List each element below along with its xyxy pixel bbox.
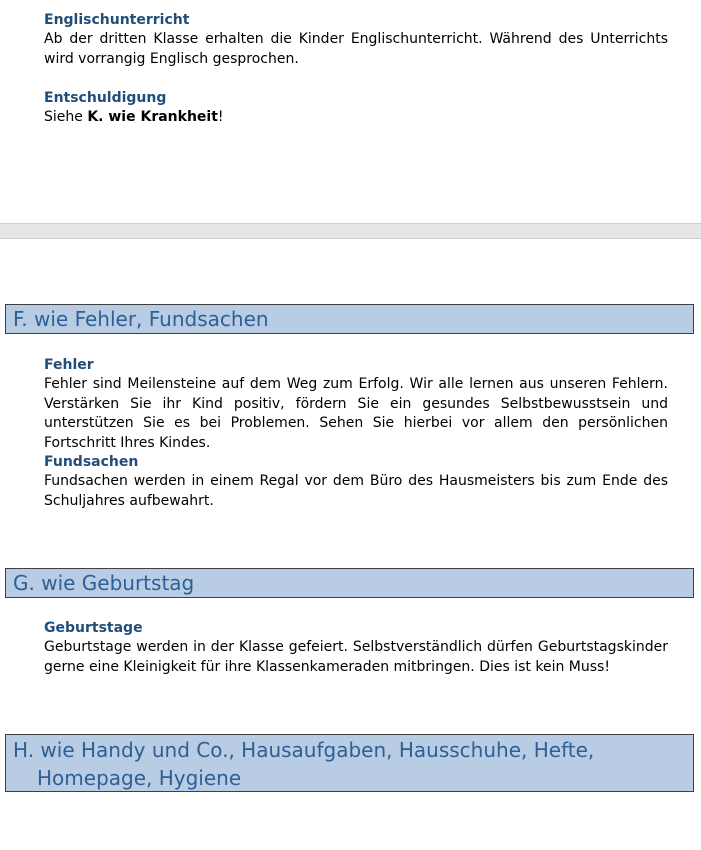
entry-text: [44, 108, 668, 128]
entry-title: Geburtstage: [44, 620, 143, 636]
entry-geburtstage: [44, 618, 668, 677]
entry-text-suffix: !: [217, 109, 224, 125]
entry-text-prefix: Siehe: [44, 109, 88, 125]
section-heading-text: H. wie Handy und Co., Hausaufgaben, Hausschuhe, Hefte, Homepage, Hygiene: [13, 738, 595, 790]
entry-title: Entschuldigung: [44, 90, 167, 106]
entry-englischunterricht: [44, 10, 668, 69]
entry-text: Ab der dritten Klasse erhalten die Kinder Englischunterricht. Während des Unterrichts wird vorrangig Englisch gesprochen.: [44, 31, 668, 67]
cross-reference: K. wie Krankheit: [87, 109, 218, 125]
entry-text: Fundsachen werden in einem Regal vor dem Büro des Hausmeisters bis zum Ende des Schuljahres aufbewahrt.: [44, 473, 668, 509]
entry-entschuldigung: [44, 88, 668, 128]
entry-title: Fundsachen: [44, 454, 139, 470]
entry-fundsachen: [44, 452, 668, 511]
section-heading-text: G. wie Geburtstag: [13, 571, 195, 595]
entry-title: Fehler: [44, 357, 94, 373]
entry-text: Geburtstage werden in der Klasse gefeiert. Selbstverständlich dürfen Geburtstagskinder gerne eine Kleinigkeit für ihre Klassenkameraden mitbringen. Dies ist kein Muss!: [44, 639, 668, 675]
section-heading-g: [5, 568, 694, 598]
page-break: [0, 223, 701, 239]
entry-title: Englischunterricht: [44, 12, 190, 28]
section-heading-text: F. wie Fehler, Fundsachen: [13, 307, 269, 331]
section-heading-f: [5, 304, 694, 334]
section-heading-h: [5, 734, 694, 792]
entry-fehler: [44, 355, 668, 453]
entry-text: Fehler sind Meilensteine auf dem Weg zum Erfolg. Wir alle lernen aus unseren Fehlern. Verstärken Sie ihr Kind positiv, fördern Sie ein gesundes Selbstbewusstsein und unterstützen Sie es bei Problemen. Sehen Sie hierbei vor allem den persönlichen Fortschritt Ihres Kindes.: [44, 376, 668, 451]
